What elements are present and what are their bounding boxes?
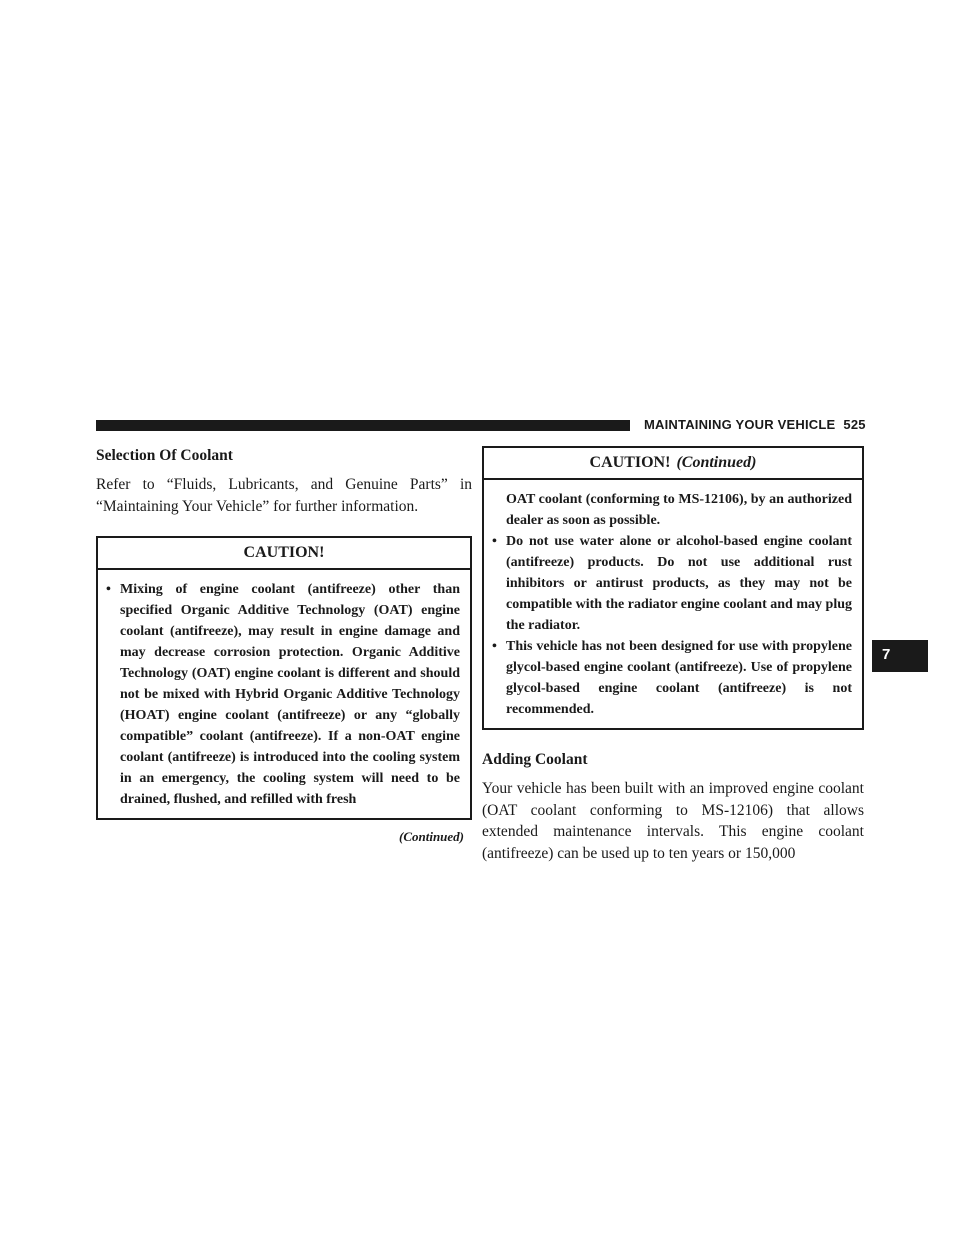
- adding-coolant-paragraph: Your vehicle has been built with an improved engine coolant (OAT coolant conforming to MS-12106) that allows extended maintenance intervals. This engine coolant (antifreeze) can be used up to ten years or 150,000: [482, 780, 864, 862]
- caution-bullet: [106, 579, 460, 810]
- page-number: 525: [843, 417, 866, 432]
- caution-box-right: [482, 446, 864, 730]
- chapter-tab: 7: [872, 640, 928, 672]
- bullet-glyph: •: [492, 534, 497, 549]
- section-title-adding-coolant: Adding Coolant: [482, 751, 588, 768]
- running-header: [644, 417, 864, 432]
- right-column: [482, 446, 864, 864]
- caution-bullet-text: Mixing of engine coolant (antifreeze) other than specified Organic Additive Technology (OAT) engine coolant (antifreeze), may result in engine damage and may decrease corrosion protection. Organic Additive Technology (OAT) engine coolant is different and should not be mixed with Hybrid Organic Additive Technology (HOAT) engine coolant (antifreeze) or any “globally compatible” coolant (antifreeze). If a non-OAT engine coolant (antifreeze) is introduced into the cooling system in an emergency, the cooling system will need to be drained, flushed, and refilled with fresh: [120, 582, 460, 807]
- caution-bullet-text: This vehicle has not been designed for use with propylene glycol-based engine coolant (antifreeze). Use of propylene glycol-based engine coolant (antifreeze) is not recommended.: [506, 639, 852, 717]
- header-rule: [96, 420, 630, 431]
- caution-heading-continued: [484, 448, 862, 480]
- bullet-glyph: •: [106, 582, 111, 597]
- caution-title: CAUTION!: [243, 544, 325, 561]
- caution-title: CAUTION!: [589, 454, 671, 471]
- caution-box-left: [96, 536, 472, 820]
- caution-continuation-text: OAT coolant (conforming to MS-12106), by an authorized dealer as soon as possible.: [506, 492, 852, 528]
- caution-heading: [98, 538, 470, 570]
- continued-note: (Continued): [398, 829, 464, 844]
- caution-bullet: [492, 636, 852, 720]
- header-title: MAINTAINING YOUR VEHICLE: [644, 417, 836, 432]
- left-column: [96, 446, 472, 845]
- caution-title-continued: (Continued): [676, 454, 757, 471]
- bullet-glyph: •: [492, 639, 497, 654]
- caution-bullet-text: Do not use water alone or alcohol-based engine coolant (antifreeze) products. Do not use additional rust inhibitors or antirust products, as they may not be compatible with the radiator engine coolant and may plug the radiator.: [506, 534, 852, 633]
- caution-bullet: [492, 531, 852, 636]
- caution-body: [98, 570, 470, 818]
- section-title-selection-of-coolant: Selection Of Coolant: [96, 447, 233, 464]
- selection-intro-paragraph: Refer to “Fluids, Lubricants, and Genuine Parts” in “Maintaining Your Vehicle” for further information.: [96, 476, 472, 515]
- caution-body: [484, 480, 862, 728]
